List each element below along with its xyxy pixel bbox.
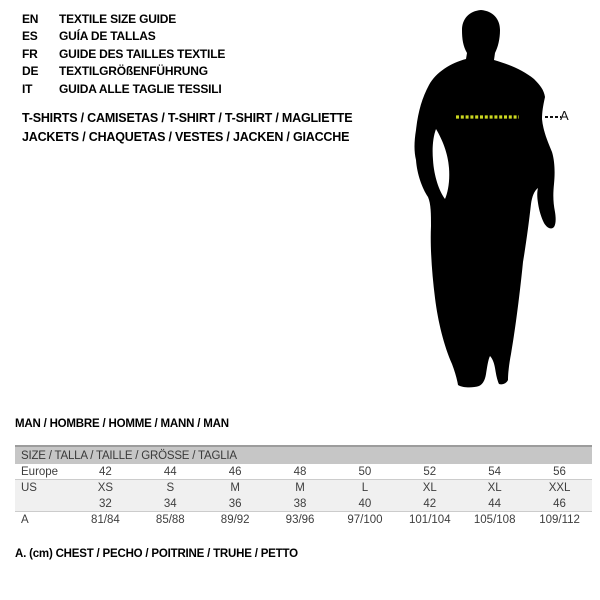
language-code: IT: [22, 81, 33, 96]
size-cell: 46: [228, 465, 242, 478]
size-cell: S: [166, 482, 175, 494]
category-list: [22, 109, 352, 146]
chest-measure-note: A. (cm) CHEST / PECHO / POITRINE / TRUHE / PETTO: [15, 548, 298, 560]
man-silhouette-figure: [405, 2, 570, 392]
language-label: TEXTILGRÖßENFÜHRUNG: [59, 64, 208, 79]
size-table: [15, 445, 592, 528]
language-code: EN: [22, 12, 39, 26]
size-cell: 44: [163, 465, 177, 478]
size-cell: L: [361, 482, 369, 494]
language-row-it: [22, 81, 225, 98]
table-row-numeric: [15, 496, 592, 512]
size-cell: XL: [422, 482, 437, 494]
size-cell: 56: [553, 465, 566, 478]
size-cell: M: [230, 482, 240, 494]
size-cell: 89/92: [220, 514, 250, 526]
size-cell: M: [295, 482, 305, 494]
table-row-europe: [15, 464, 592, 480]
language-row-es: [22, 28, 225, 45]
size-cell: 32: [99, 497, 112, 510]
size-cell: 101/104: [409, 514, 451, 526]
size-cell: 42: [423, 497, 437, 510]
language-row-de: [22, 63, 225, 80]
language-label: GUÍA DE TALLAS: [59, 29, 156, 44]
table-row-us: [15, 480, 592, 496]
size-cell: 44: [488, 497, 502, 510]
language-label: GUIDE DES TAILLES TEXTILE: [59, 46, 226, 61]
size-cell: 36: [228, 497, 242, 510]
size-cell: 38: [293, 497, 307, 510]
language-row-en: [22, 11, 225, 28]
size-cell: 46: [553, 497, 566, 510]
language-code: ES: [22, 29, 38, 44]
size-cell: 93/96: [285, 514, 315, 526]
language-row-fr: [22, 46, 225, 63]
size-cell: XL: [487, 482, 502, 494]
size-cell: 50: [358, 465, 372, 478]
section-title-man: MAN / HOMBRE / HOMME / MANN / MAN: [15, 418, 229, 430]
language-list: [22, 11, 225, 98]
language-label: TEXTILE SIZE GUIDE: [59, 12, 177, 26]
size-cell: 81/84: [91, 514, 120, 526]
language-code: FR: [22, 46, 38, 61]
size-cell: XXL: [548, 482, 571, 494]
category-jackets: JACKETS / CHAQUETAS / VESTES / JACKEN / GIACCHE: [22, 129, 350, 144]
size-cell: XS: [97, 482, 114, 494]
size-cell: 97/100: [347, 514, 383, 526]
size-cell: 105/108: [473, 514, 516, 526]
size-cell: 54: [488, 465, 502, 478]
size-cell: 109/112: [539, 514, 580, 526]
language-code: DE: [22, 64, 39, 79]
size-table-header: SIZE / TALLA / TAILLE / GRÖSSE / TAGLIA: [15, 447, 592, 464]
category-tshirts: T-SHIRTS / CAMISETAS / T-SHIRT / T-SHIRT / MAGLIETTE: [22, 111, 353, 125]
row-label: A: [21, 514, 29, 526]
measure-label-a: A: [560, 108, 569, 123]
size-cell: 85/88: [155, 514, 185, 526]
size-cell: 52: [423, 465, 437, 478]
size-cell: 42: [99, 465, 112, 478]
row-label: US: [21, 482, 37, 494]
table-row-chest-a: [15, 512, 592, 528]
row-label: Europe: [21, 465, 59, 478]
man-silhouette-icon: [405, 2, 570, 392]
size-cell: 48: [293, 465, 307, 478]
language-label: GUIDA ALLE TAGLIE TESSILI: [59, 81, 222, 96]
size-cell: 34: [163, 497, 177, 510]
size-cell: 40: [358, 497, 372, 510]
